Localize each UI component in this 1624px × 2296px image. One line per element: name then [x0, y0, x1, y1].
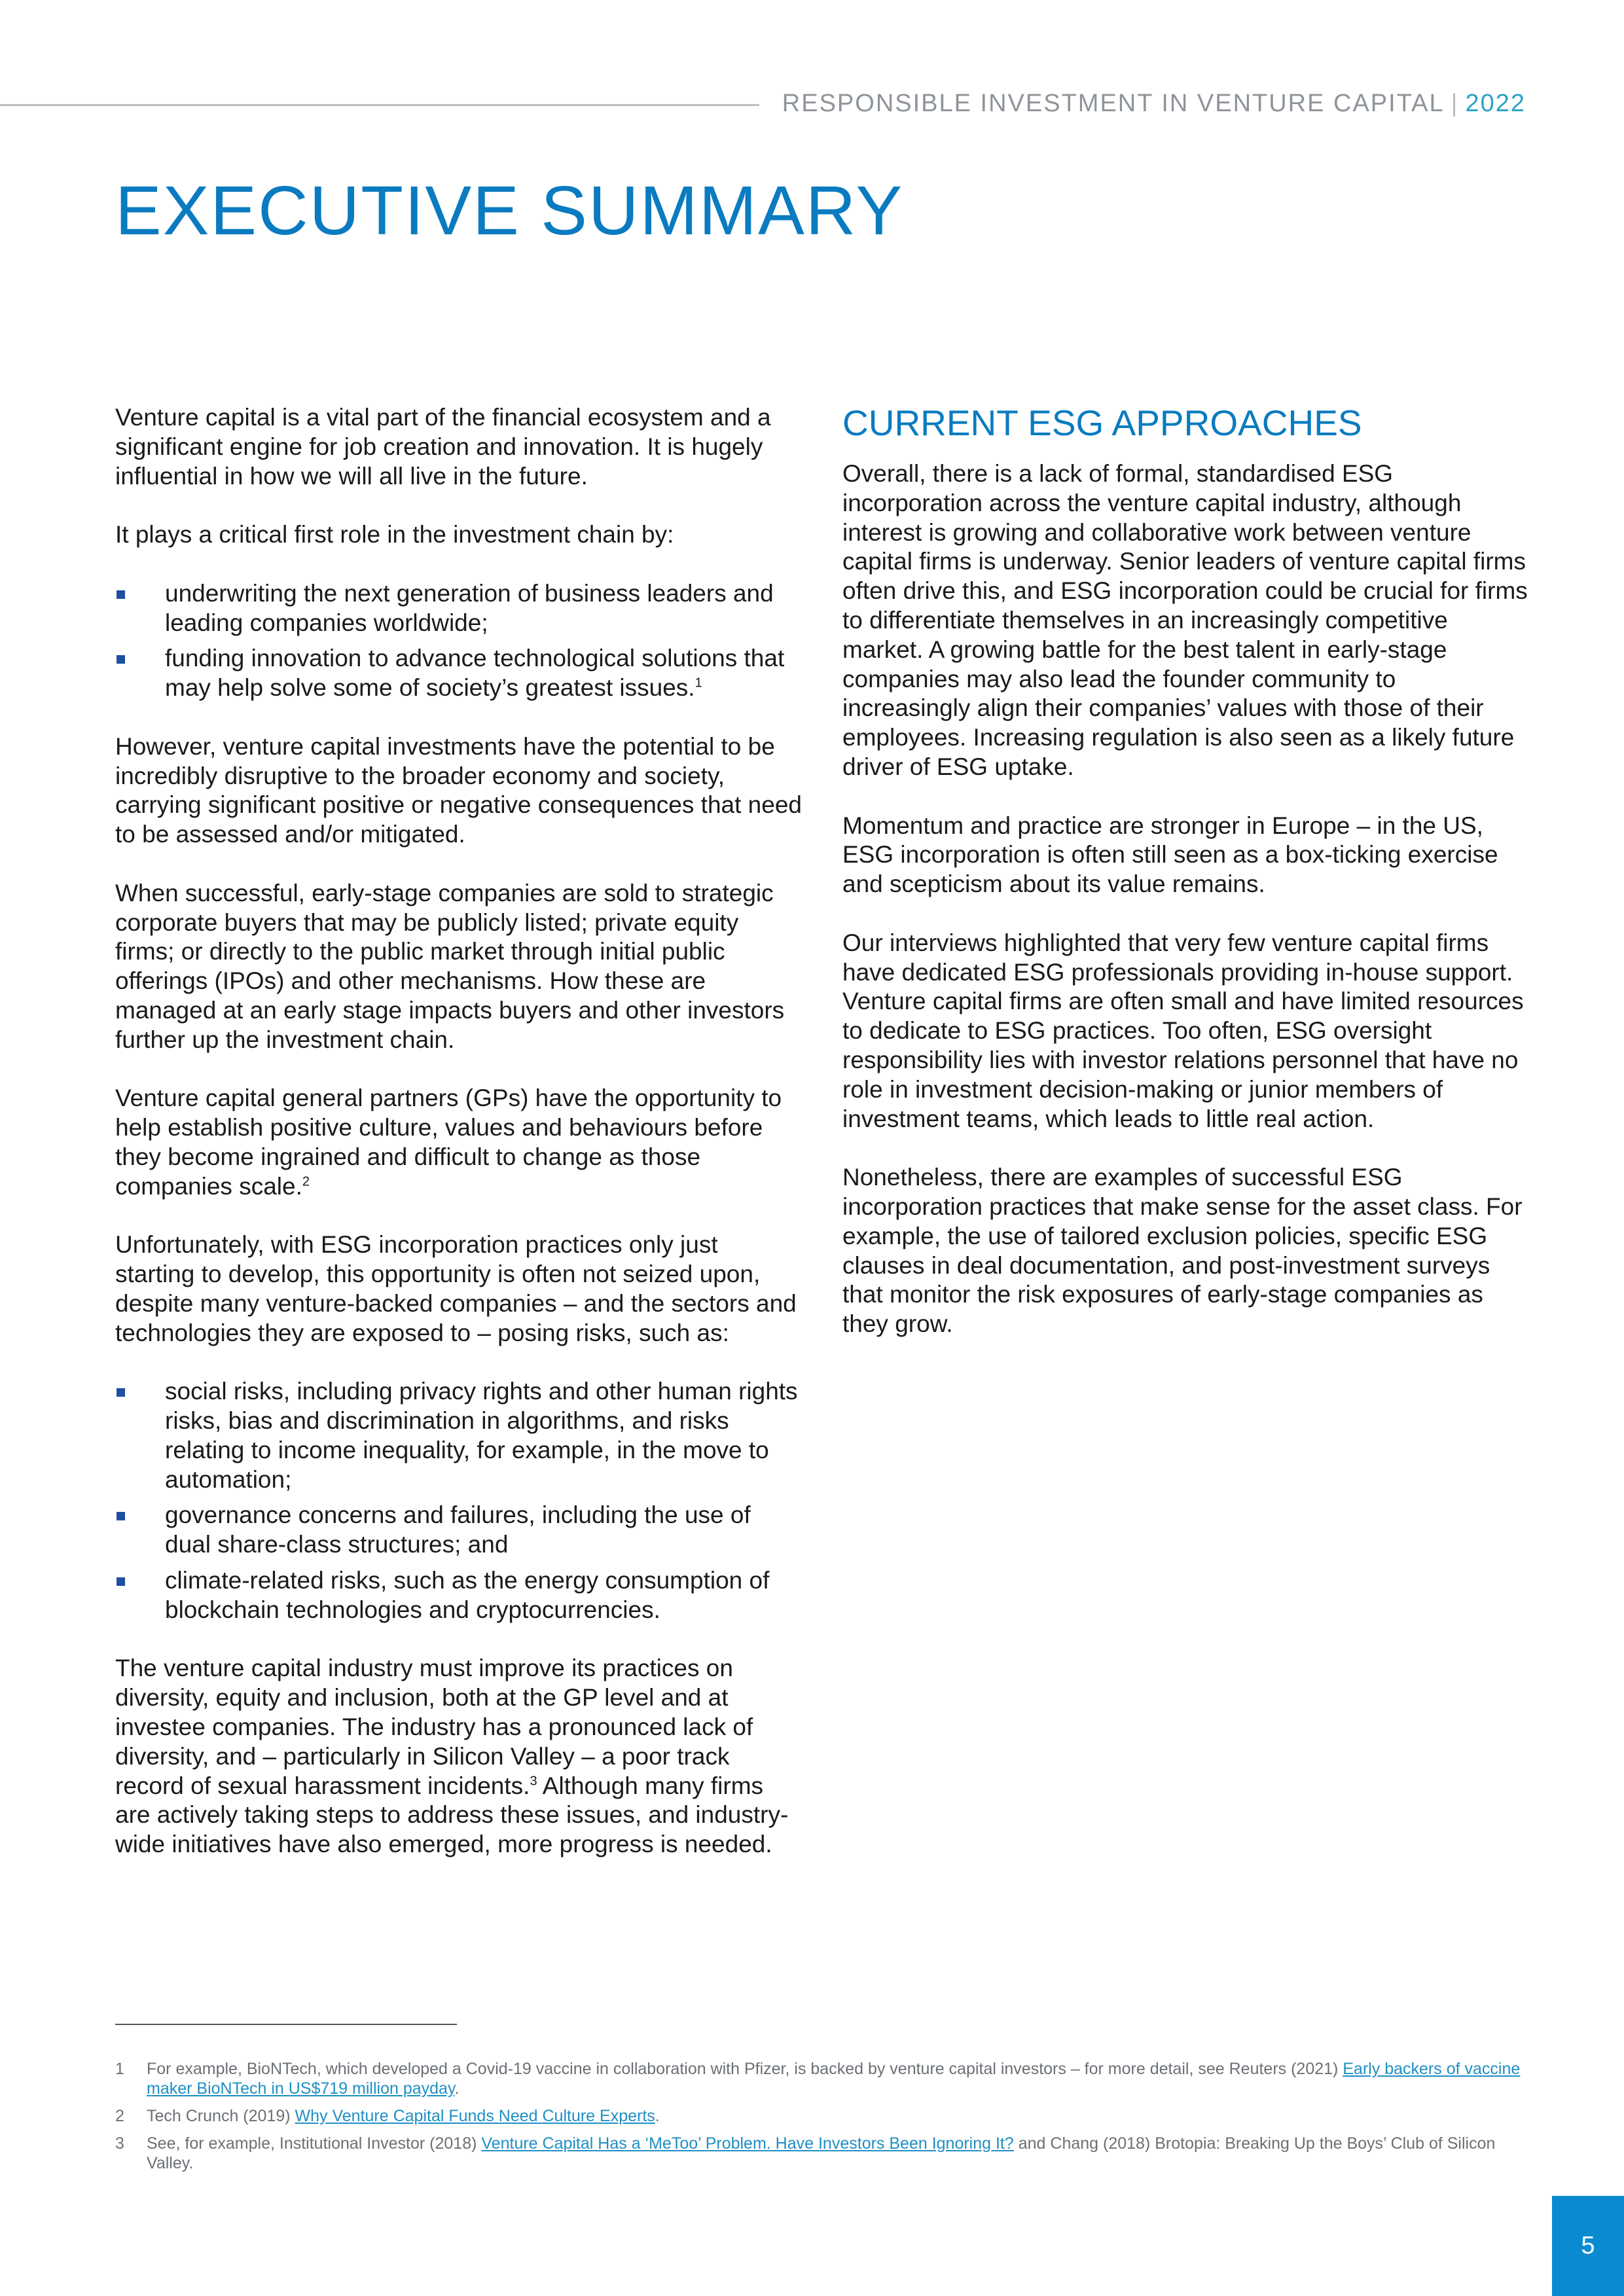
footnote-ref-2: 2: [302, 1174, 310, 1189]
square-bullet-icon: [117, 1512, 125, 1520]
bullet-text: underwriting the next generation of business leaders and leading companies worldwide;: [165, 579, 774, 636]
diversity-paragraph: [115, 1654, 803, 1859]
bullet-text: social risks, including privacy rights and other human rights risks, bias and discrimination in algorithms, and risks relating to income inequality, for example, in the move to automation;: [165, 1378, 798, 1493]
gp-paragraph: [115, 1084, 803, 1201]
footnote-link[interactable]: Why Venture Capital Funds Need Culture Experts: [295, 2107, 655, 2125]
footnotes: [115, 2059, 1529, 2181]
esg-overview-paragraph: Overall, there is a lack of formal, standardised ESG incorporation across the venture capital industry, although interest is growing and collaborative work between venture capital firms is underway. Senior leaders of venture capital firms often drive this, and ESG incorporation could be crucial for firms to differentiate themselves in an increasingly competitive market. A growing battle for the best talent in early-stage companies may also lead the founder community to increasingly align their companies’ values with those of their employees. Increasing regulation is also seen as a likely future driver of ESG uptake.: [842, 460, 1528, 780]
footnote-ref-3: 3: [530, 1774, 537, 1789]
footnote-number: 1: [115, 2060, 124, 2078]
header-separator: |: [1451, 90, 1459, 117]
bullet-item: [115, 644, 803, 703]
page-number: 5: [1552, 2196, 1624, 2296]
footnote-text-after: .: [655, 2107, 660, 2125]
header-title: RESPONSIBLE INVESTMENT IN VENTURE CAPITAL: [782, 90, 1445, 117]
footnote-text: For example, BioNTech, which developed a Covid-19 vaccine in collaboration with Pfizer, is backed by venture capital investors – for more detail, see Reuters (2021): [147, 2060, 1343, 2078]
risk-bullet-list: [115, 1377, 803, 1624]
running-header: [782, 90, 1526, 118]
bullet-text: climate-related risks, such as the energy consumption of blockchain technologies and cryptocurrencies.: [165, 1567, 770, 1623]
footnote-number: 3: [115, 2134, 124, 2153]
page-title: EXECUTIVE SUMMARY: [115, 172, 904, 249]
footnote: [115, 2059, 1529, 2098]
footnote-link[interactable]: Early backers of vaccine maker BioNTech in US$719 million payday: [147, 2060, 1521, 2098]
square-bullet-icon: [117, 1577, 125, 1586]
footnote: [115, 2134, 1529, 2173]
header-rule: [0, 104, 759, 106]
square-bullet-icon: [117, 1388, 125, 1397]
exit-paragraph: When successful, early-stage companies are sold to strategic corporate buyers that may be publicly listed; private equity firms; or directly to the public market through initial public offerings (IPOs) and other mechanisms. How these are managed at an early stage impacts buyers and other investors further up the investment chain.: [115, 879, 785, 1053]
footnote-text-after: and Chang (2018) Brotopia: Breaking Up the Boys’ Club of Silicon Valley.: [147, 2134, 1496, 2172]
footnote: [115, 2106, 1529, 2126]
role-bullet-list: [115, 579, 803, 703]
gp-text: Venture capital general partners (GPs) have the opportunity to help establish positive culture, values and behaviours before they become ingrained and difficult to change as those companies scale.: [115, 1085, 782, 1200]
right-column: [842, 403, 1530, 1369]
interviews-paragraph: Our interviews highlighted that very few venture capital firms have dedicated ESG professionals providing in-house support. Venture capital firms are often small and have limited resources to dedicate to ESG practices. Too often, ESG oversight responsibility lies with investor relations personnel that have no role in investment decision-making or junior members of investment teams, which leads to little real action.: [842, 929, 1524, 1132]
footnote-link[interactable]: Venture Capital Has a ‘MeToo’ Problem. Have Investors Been Ignoring It?: [481, 2134, 1014, 2153]
square-bullet-icon: [117, 655, 125, 664]
examples-paragraph: Nonetheless, there are examples of successful ESG incorporation practices that make sense for the asset class. For example, the use of tailored exclusion policies, specific ESG clauses in deal documentation, and post-investment surveys that monitor the risk exposures of early-stage companies as they grow.: [842, 1164, 1523, 1338]
footnote-text: See, for example, Institutional Investor (2018): [147, 2134, 482, 2153]
disruption-paragraph: However, venture capital investments have the potential to be incredibly disruptive to the broader economy and society, carrying significant positive or negative consequences that need to be assessed and/or mitigated.: [115, 732, 802, 848]
intro-paragraph: Venture capital is a vital part of the financial ecosystem and a significant engine for job creation and innovation. It is hugely influential in how we will all live in the future.: [115, 404, 771, 490]
regional-paragraph: Momentum and practice are stronger in Europe – in the US, ESG incorporation is often still seen as a box-ticking exercise and scepticism about its value remains.: [842, 812, 1498, 898]
bullet-item: [115, 579, 803, 638]
footnote-rule: [115, 2024, 457, 2025]
section-heading: CURRENT ESG APPROACHES: [842, 403, 1362, 443]
footnote-text: Tech Crunch (2019): [147, 2107, 295, 2125]
bullet-text: funding innovation to advance technological solutions that may help solve some of society’s greatest issues.: [165, 645, 785, 702]
bullet-item: [115, 1501, 803, 1560]
left-column: [115, 403, 803, 1889]
footnote-ref-1: 1: [695, 675, 702, 691]
bullet-text: governance concerns and failures, including the use of dual share-class structures; and: [165, 1501, 751, 1558]
bullet-item: [115, 1377, 803, 1494]
footnote-number: 2: [115, 2107, 124, 2125]
diversity-text-a: The venture capital industry must improve its practices on diversity, equity and inclusion, both at the GP level and at investee companies. The industry has a pronounced lack of diversity, and – particularly in Silicon Valley – a poor track record of sexual harassment incidents.: [115, 1655, 753, 1799]
square-bullet-icon: [117, 590, 125, 599]
investment-chain-paragraph: It plays a critical first role in the investment chain by:: [115, 521, 674, 548]
header-year: 2022: [1465, 90, 1526, 117]
footnote-text-after: .: [454, 2079, 460, 2098]
diversity-text-b: Although many firms are actively taking steps to address these issues, and industry-wide initiatives have also emerged, more progress is needed.: [115, 1772, 789, 1858]
bullet-item: [115, 1566, 803, 1625]
risks-paragraph: Unfortunately, with ESG incorporation practices only just starting to develop, this opportunity is often not seized upon, despite many venture-backed companies – and the sectors and technologies they are exposed to – posing risks, such as:: [115, 1231, 797, 1346]
